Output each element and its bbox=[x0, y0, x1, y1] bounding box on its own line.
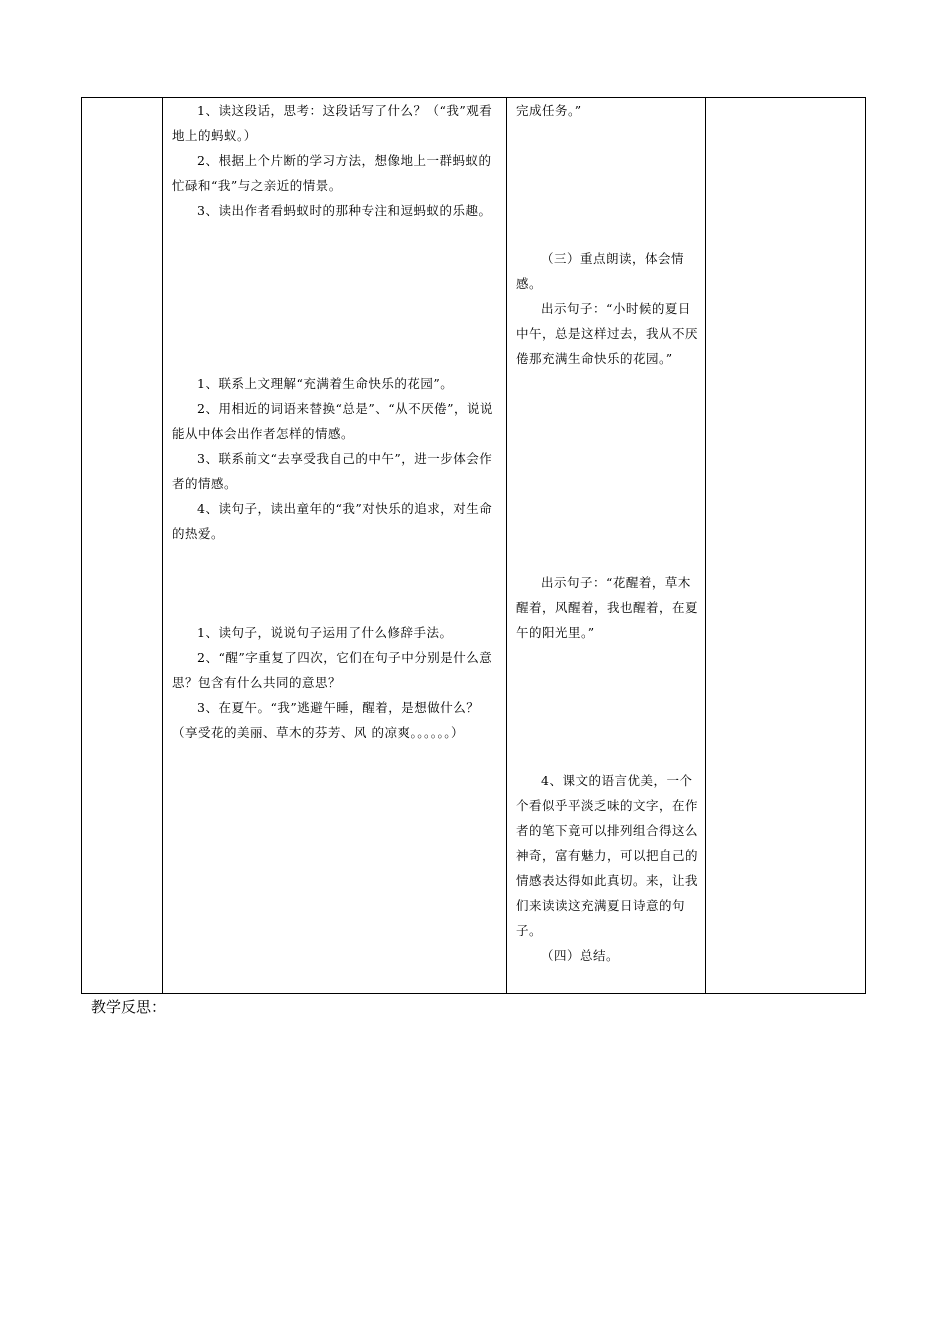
lesson-plan-table bbox=[81, 97, 866, 994]
c2-b1-p2: 2、根据上个片断的学习方法，想像地上一群蚂蚁的忙碌和“我”与之亲近的情景。 bbox=[172, 153, 492, 193]
c2-b3-p3: 3、在夏午。“我”逃避午睡，醒着，是想做什么？（享受花的美丽、草木的芬芳、风 的凉爽。。。。。。） bbox=[172, 700, 480, 740]
column-4-empty bbox=[706, 98, 866, 993]
c2-b3-p1: 1、读句子，说说句子运用了什么修辞手法。 bbox=[197, 625, 453, 640]
c2-b2-p3: 3、联系前文“去享受我自己的中午”，进一步体会作者的情感。 bbox=[172, 451, 493, 491]
c3-point4: 4、课文的语言优美，一个个看似乎平淡乏味的文字，在作者的笔下竟可以排列组合得这么神奇，富有魅力，可以把自己的情感表达得如此真切。来，让我们来读读这充满夏日诗意的句子。 bbox=[516, 773, 699, 938]
c2-b3-p2: 2、“醒”字重复了四次，它们在句子中分别是什么意思？包含有什么共同的意思？ bbox=[172, 650, 493, 690]
c2-b2-p4: 4、读句子，读出童年的“我”对快乐的追求，对生命的热爱。 bbox=[172, 501, 493, 541]
c2-b1-p1: 1、读这段话，思考：这段话写了什么？（“我”观看地上的蚂蚁。） bbox=[172, 103, 493, 143]
c2-b1-p3: 3、读出作者看蚂蚁时的那种专注和逗蚂蚁的乐趣。 bbox=[197, 203, 492, 218]
c3-sentence1: 出示句子：“小时候的夏日中午，总是这样过去，我从不厌倦那充满生命快乐的花园。” bbox=[516, 301, 699, 366]
column-2-student-activities bbox=[163, 98, 507, 993]
c3-section4-title: （四）总结。 bbox=[541, 948, 620, 963]
column-1-empty bbox=[82, 98, 163, 993]
c3-top-text: 完成任务。” bbox=[516, 103, 582, 118]
c2-b2-p2: 2、用相近的词语来替换“总是”、“从不厌倦”，说说能从中体会出作者怎样的情感。 bbox=[172, 401, 494, 441]
column-3-teacher-guidance bbox=[507, 98, 706, 993]
teaching-reflection-label: 教学反思： bbox=[91, 998, 167, 1016]
c3-section3-title: （三）重点朗读，体会情感。 bbox=[516, 251, 685, 291]
c3-sentence2: 出示句子：“花醒着，草木醒着，风醒着，我也醒着，在夏午的阳光里。” bbox=[516, 575, 699, 640]
c2-b2-p1: 1、联系上文理解“充满着生命快乐的花园”。 bbox=[197, 376, 454, 391]
